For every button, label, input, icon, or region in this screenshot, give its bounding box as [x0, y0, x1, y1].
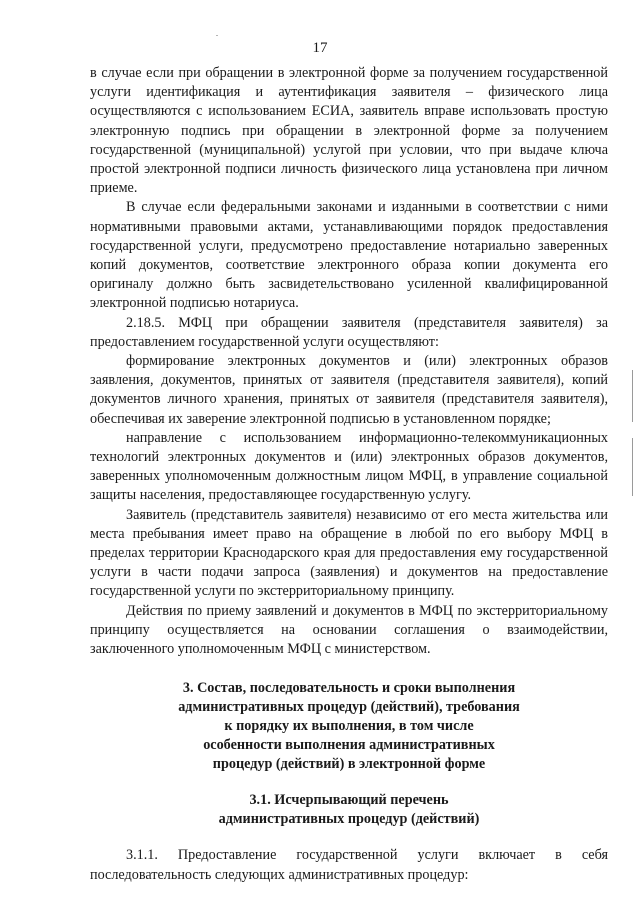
paragraph-extraterritorial-actions: Действия по приему заявлений и документов в МФЦ по экстерриториальному принципу осуществляется на основании соглашения о взаимодействии, заключенного уполномоченным МФЦ с министерством.	[90, 602, 608, 658]
section-heading-line: процедур (действий) в электронной форме	[212, 756, 486, 773]
scan-edge-mark	[632, 370, 633, 422]
paragraph-3-1-1: 3.1.1. Предоставление государственной услуги включает в себя последовательность следующих административных процедур:	[90, 847, 608, 883]
document-body	[90, 64, 608, 885]
section-heading-line: к порядку их выполнения, в том числе	[224, 718, 474, 735]
page-number: 17	[312, 40, 328, 56]
paragraph-forming-documents: формирование электронных документов и (или) электронных образов заявления, документов, принятых от заявителя (представителя заявителя), копий документов личного хранения, принятых от заявителя (представителя заявителя), обеспечивая их заверение электронной подписью в установленном порядке;	[90, 353, 608, 427]
section-heading-line: административных процедур (действий), требования	[178, 699, 520, 716]
scan-speck	[216, 35, 218, 36]
paragraph-notary: В случае если федеральными законами и изданными в соответствии с ними нормативными правовыми актами, устанавливающими порядок предоставления государственной услуги, предусмотрено предоставление нотариально заверенных копий документов, соответствие электронного образа копии документа его оригиналу должно быть засвидетельствовано усиленной квалифицированной электронной подписью нотариуса.	[90, 199, 608, 312]
subsection-3-1-heading	[90, 791, 608, 829]
subsection-heading-line: административных процедур (действий)	[218, 811, 480, 828]
section-3-heading	[90, 679, 608, 774]
paragraph-esia: в случае если при обращении в электронной форме за получением государственной услуги идентификация и аутентификация заявителя – физического лица осуществляются с использованием ЕСИА, заявитель вправе использовать простую электронную подпись при обращении в электронной форме за получением государственной (муниципальной) услугой при условии, что при выдаче ключа простой электронной подписи личность физического лица установлена при личном приеме.	[90, 65, 608, 197]
section-heading-line: 3. Состав, последовательность и сроки выполнения	[182, 680, 516, 697]
paragraph-extraterritorial-right: Заявитель (представитель заявителя) независимо от его места жительства или места пребывания имеет право на обращение в любой по его выбору МФЦ в пределах территории Краснодарского края для предоставления ему государственной услуги в части подачи запроса (заявления) и документов на предоставление государственной услуги по экстерриториальному принципу.	[90, 506, 608, 600]
paragraph-2-18-5: 2.18.5. МФЦ при обращении заявителя (представителя заявителя) за предоставлением государственной услуги осуществляют:	[90, 314, 608, 350]
paragraph-sending-documents: направление с использованием информационно-телекоммуникационных технологий электронных документов и (или) электронных образов документов, заверенных уполномоченным должностным лицом МФЦ, в управление социальной защиты населения, предоставляющее государственную услугу.	[90, 429, 608, 504]
subsection-heading-line: 3.1. Исчерпывающий перечень	[249, 792, 449, 809]
section-heading-line: особенности выполнения административных	[203, 737, 495, 754]
scan-edge-mark	[632, 438, 633, 496]
